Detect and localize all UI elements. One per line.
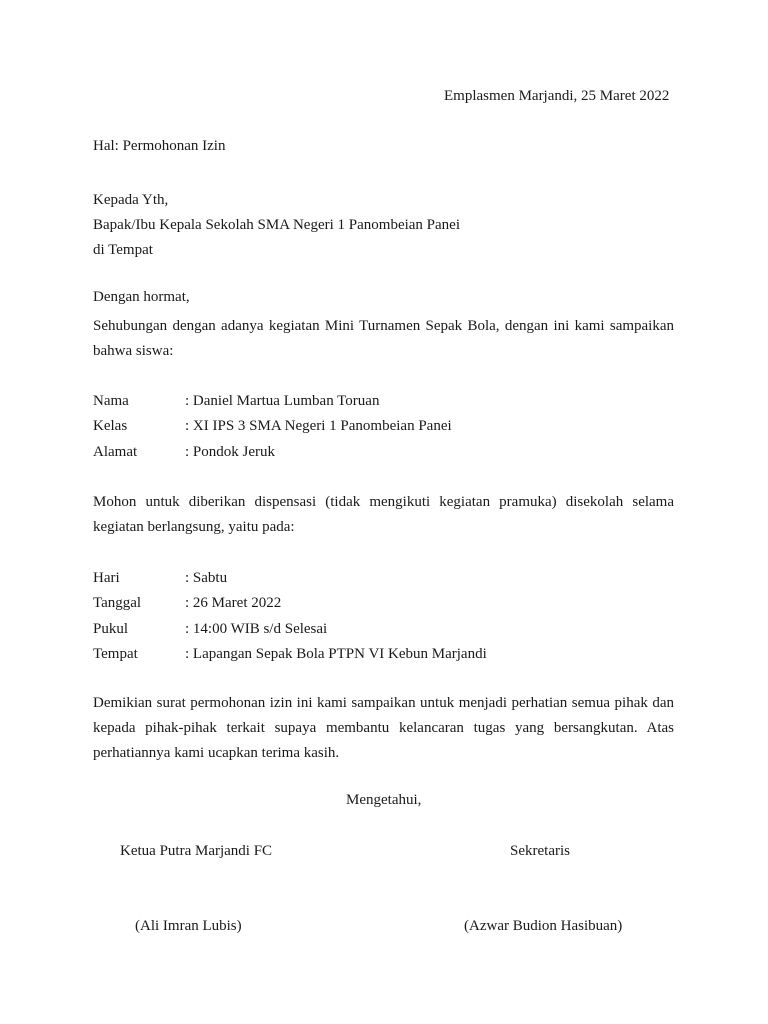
field-value: : XI IPS 3 SMA Negeri 1 Panombeian Panei	[185, 418, 452, 435]
student-row-name	[93, 389, 452, 414]
event-row-date	[93, 591, 487, 616]
field-value: : 14:00 WIB s/d Selesai	[185, 620, 328, 637]
event-details	[93, 566, 487, 667]
field-label: Alamat	[93, 443, 138, 460]
event-row-time	[93, 617, 487, 642]
student-row-class	[93, 414, 452, 439]
subject-line: Hal: Permohonan Izin	[93, 138, 226, 154]
closing-paragraph: Demikian surat permohonan izin ini kami sampaikan untuk menjadi perhatian semua pihak dan kepada pihak-pihak terkait supaya membantu kelancaran tugas yang bersangkutan. Atas perhatiannya kami ucapkan terima kasih.	[93, 695, 674, 761]
field-label: Nama	[93, 393, 129, 409]
recipient-name: Bapak/Ibu Kepala Sekolah SMA Negeri 1 Panombeian Panei	[93, 217, 461, 233]
field-label: Pukul	[93, 620, 129, 637]
field-value: : Pondok Jeruk	[185, 443, 275, 460]
event-row-day	[93, 566, 487, 591]
date-line: Emplasmen Marjandi, 25 Maret 2022	[444, 88, 670, 104]
field-label: Tempat	[93, 645, 138, 662]
signature-right-role: Sekretaris	[510, 843, 570, 859]
request-paragraph: Mohon untuk diberikan dispensasi (tidak mengikuti kegiatan pramuka) disekolah selama kegiatan berlangsung, yaitu pada:	[93, 494, 674, 535]
student-details	[93, 389, 452, 465]
signature-left-role: Ketua Putra Marjandi FC	[120, 843, 273, 859]
recipient-place: di Tempat	[93, 242, 153, 258]
opening-paragraph: Sehubungan dengan adanya kegiatan Mini Turnamen Sepak Bola, dengan ini kami sampaikan bahwa siswa:	[93, 318, 674, 359]
field-value: : Daniel Martua Lumban Toruan	[185, 393, 380, 409]
recipient-block	[93, 188, 460, 263]
field-value: : 26 Maret 2022	[185, 595, 282, 612]
field-value: : Lapangan Sepak Bola PTPN VI Kebun Marjandi	[185, 645, 487, 662]
student-row-address	[93, 440, 452, 465]
field-label: Hari	[93, 570, 120, 586]
recipient-salutation: Kepada Yth,	[93, 192, 169, 208]
greeting: Dengan hormat,	[93, 289, 190, 305]
field-label: Tanggal	[93, 595, 142, 612]
field-value: : Sabtu	[185, 570, 228, 586]
signature-right-name: (Azwar Budion Hasibuan)	[464, 918, 623, 934]
signature-left-name: (Ali Imran Lubis)	[135, 918, 242, 934]
field-label: Kelas	[93, 418, 128, 435]
acknowledged-label: Mengetahui,	[346, 792, 422, 808]
event-row-place	[93, 642, 487, 667]
